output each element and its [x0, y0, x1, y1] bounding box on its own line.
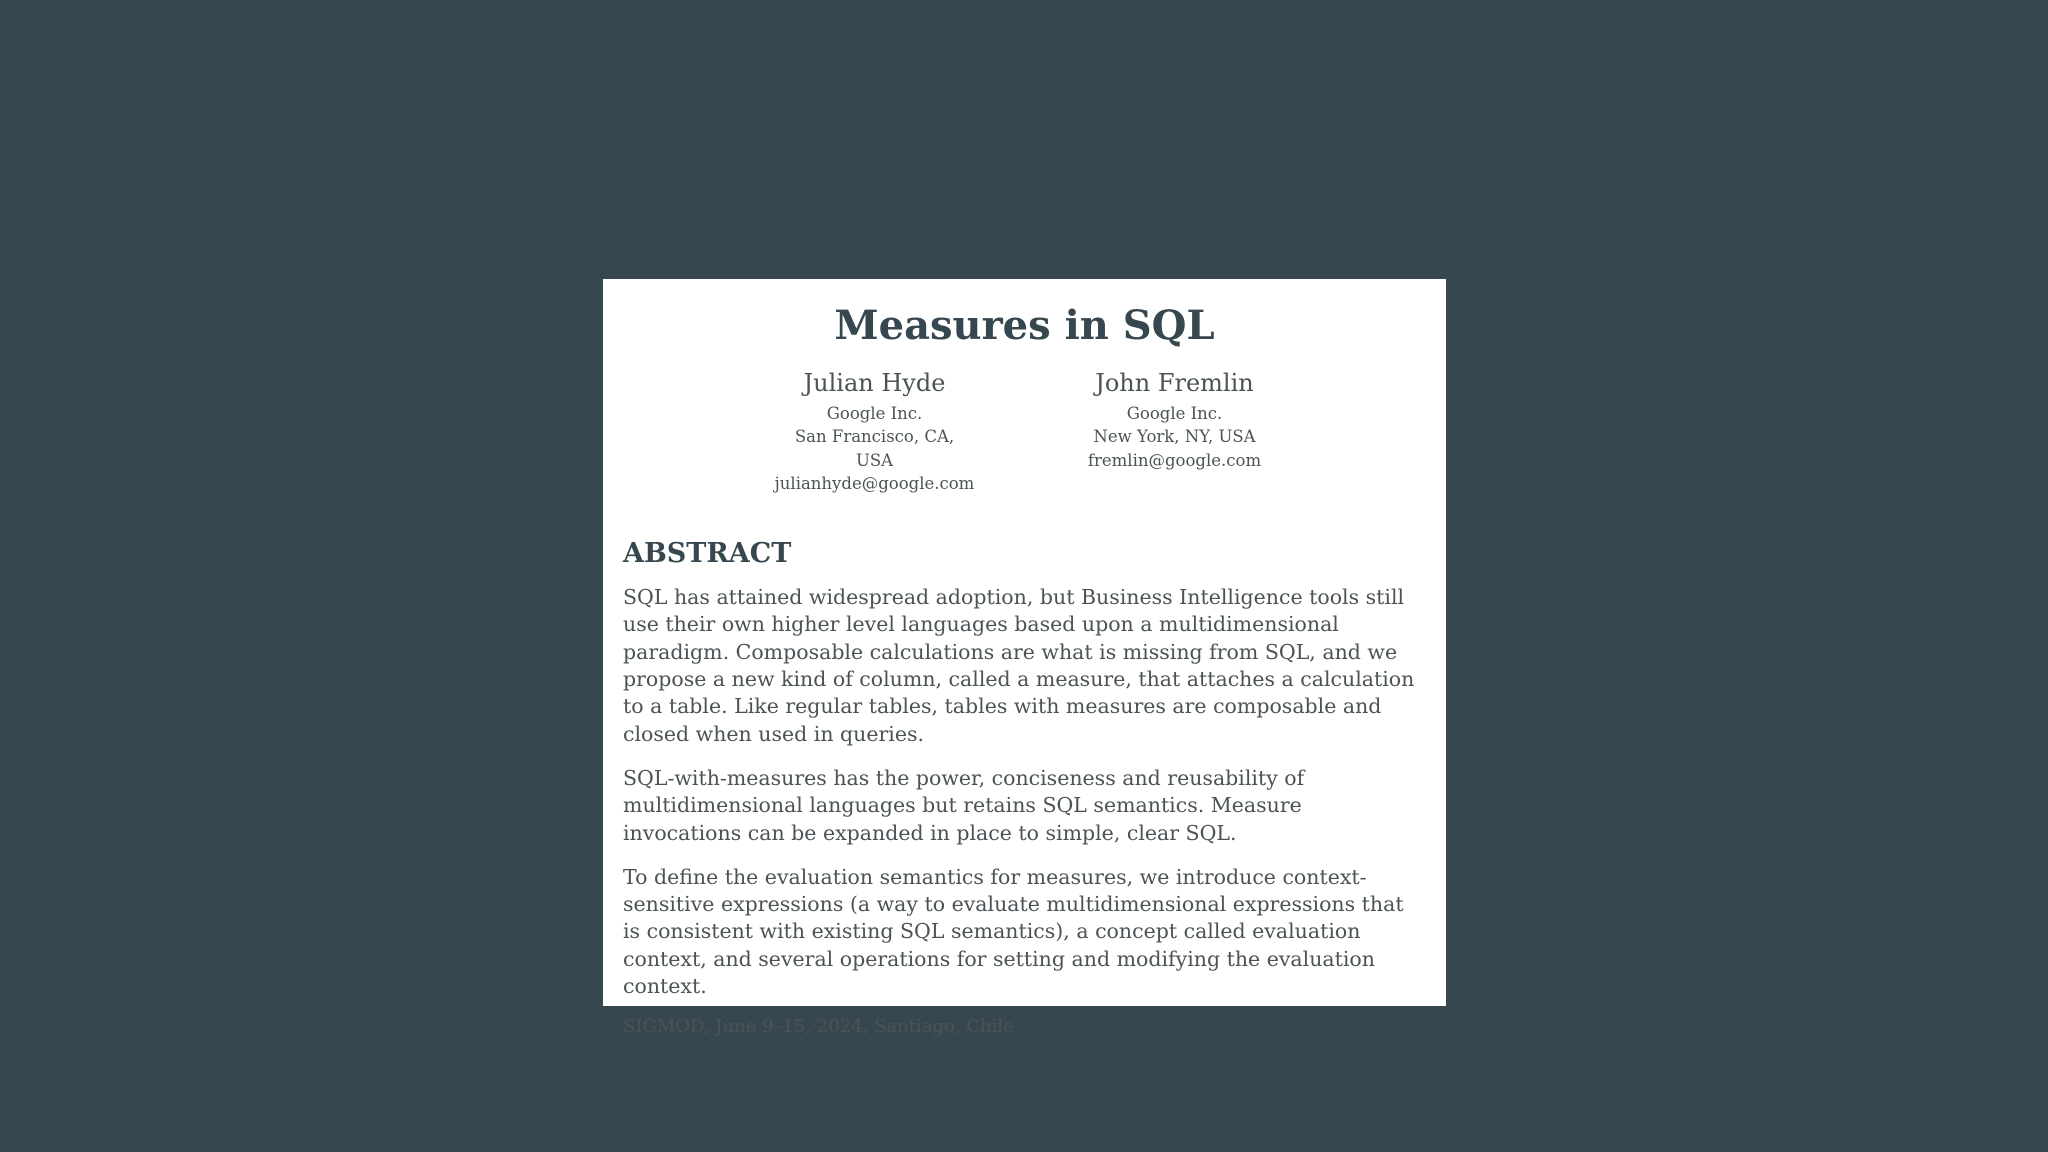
author-email: julianhyde@google.com: [774, 474, 975, 494]
venue-line: SIGMOD, June 9–15, 2024, Santiago, Chile: [623, 1016, 1014, 1038]
author-affiliation: Google Inc.: [1126, 403, 1223, 423]
author-affiliation: Google Inc.: [826, 403, 923, 423]
author-block-fremlin: [1075, 369, 1275, 496]
author-list: [623, 369, 1426, 496]
author-location: San Francisco, CA, USA: [794, 427, 955, 470]
abstract-paragraph: SQL-with-measures has the power, conciseness and reusability of multidimensional languages but retains SQL semantics. Measure invocations can be expanded in place to simple, clear SQL.: [623, 765, 1305, 845]
abstract-heading: ABSTRACT: [623, 537, 792, 569]
paper-page: [603, 279, 1446, 1038]
author-location: New York, NY, USA: [1093, 427, 1256, 447]
paper-title: Measures in SQL: [834, 302, 1215, 349]
author-block-hyde: [775, 369, 975, 496]
abstract-paragraph: To define the evaluation semantics for measures, we introduce context-sensitive expressions (a way to evaluate multidimensional expressions that is consistent with existing SQL semantics), a concept called evaluation context, and several operations for setting and modifying the evaluation context.: [623, 864, 1404, 999]
author-name: John Fremlin: [1095, 369, 1254, 397]
author-email: fremlin@google.com: [1087, 450, 1262, 470]
abstract-paragraph: SQL has attained widespread adoption, but Business Intelligence tools still use their own higher level languages based upon a multidimensional paradigm. Composable calculations are what is missing from SQL, and we propose a new kind of column, called a measure, that attaches a calculation to a table. Like regular tables, tables with measures are composable and closed when used in queries.: [623, 585, 1415, 746]
author-name: Julian Hyde: [803, 369, 946, 397]
